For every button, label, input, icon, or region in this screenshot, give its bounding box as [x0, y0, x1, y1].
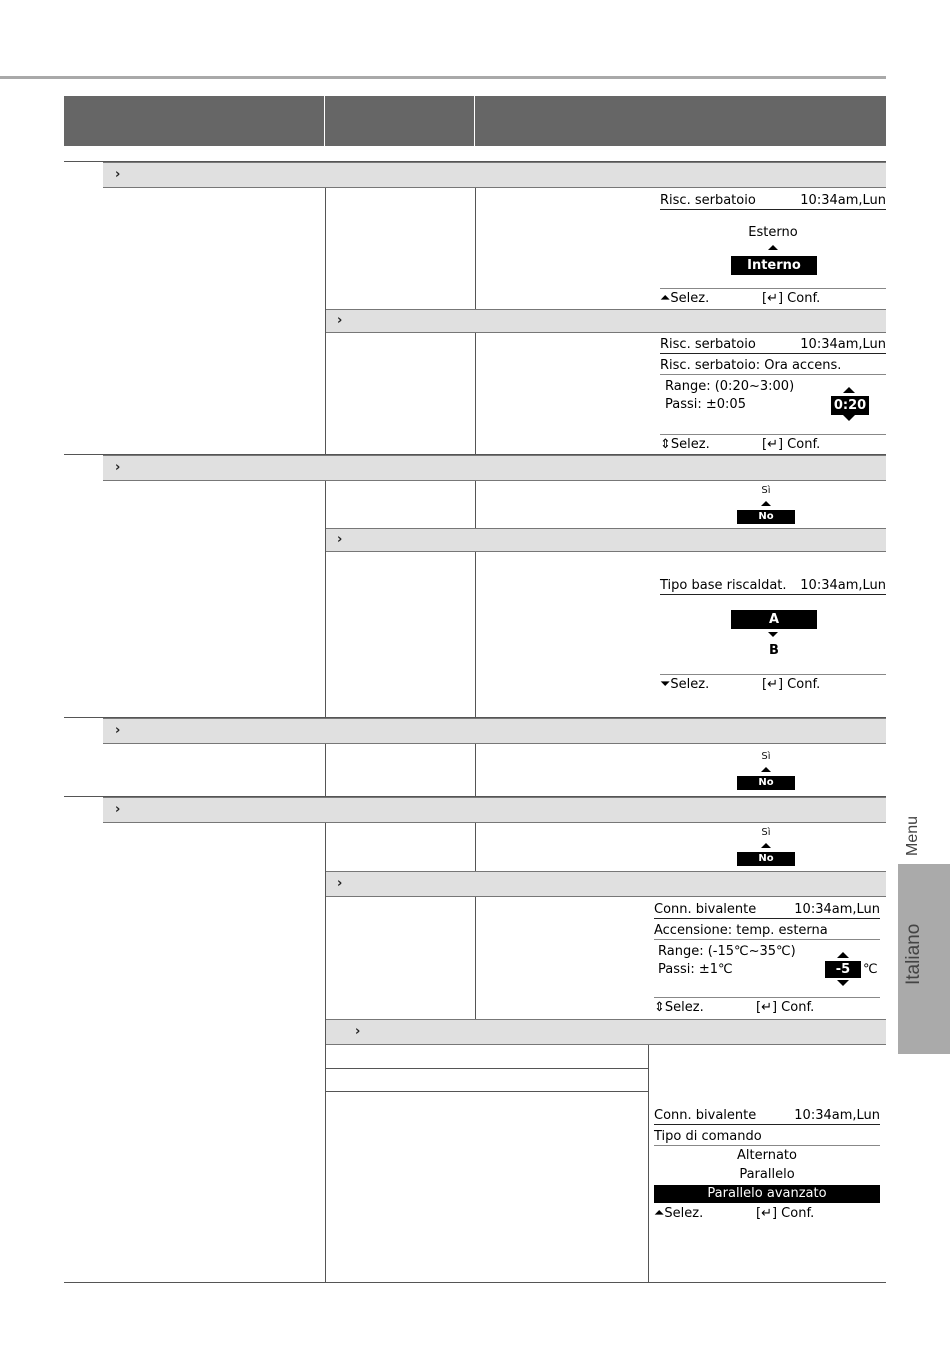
arrow-down-icon[interactable] [837, 980, 849, 986]
lcd-footer [654, 1204, 880, 1222]
lcd-header [660, 337, 886, 354]
option-parallelo[interactable]: Parallelo [739, 1167, 795, 1182]
arrow-down-icon [768, 632, 778, 637]
category-band [103, 718, 886, 744]
column-divider [475, 481, 476, 528]
arrow-down-icon[interactable] [843, 415, 855, 421]
step-text: Passi: ±1℃ [658, 962, 733, 977]
lcd-tank-heating-location [660, 193, 886, 309]
lcd-subtitle: Tipo di comando [654, 1129, 880, 1146]
row-rule [325, 1091, 648, 1092]
value-box[interactable]: -5 [825, 961, 861, 978]
select-hint: ⇕Selez. [660, 437, 710, 452]
sub-category-band [325, 871, 886, 897]
range-text: Range: (0:20~3:00) [665, 379, 795, 394]
range-text: Range: (-15℃~35℃) [658, 944, 796, 959]
lcd-subtitle: Accensione: temp. esterna [654, 923, 880, 940]
column-divider [325, 481, 326, 717]
mini-yes-no [736, 827, 796, 867]
chevron-right-icon: › [115, 167, 121, 182]
arrow-up-icon [761, 767, 771, 772]
arrow-up-icon [761, 843, 771, 848]
arrow-up-icon[interactable] [843, 387, 855, 393]
confirm-hint: [↵] Conf. [762, 437, 821, 452]
column-divider [325, 744, 326, 796]
sub-category-band [325, 1019, 886, 1045]
column-divider [475, 897, 476, 1019]
option-alternato[interactable]: Alternato [737, 1148, 797, 1163]
chevron-right-icon: › [337, 532, 343, 547]
lcd-title: Risc. serbatoio [660, 337, 756, 352]
lcd-tank-heating-on-time [660, 337, 886, 454]
column-divider [325, 188, 326, 454]
unit-text: ℃ [863, 962, 878, 977]
lcd-bivalent-control-type [654, 1108, 880, 1224]
lcd-footer [660, 288, 886, 307]
category-band [103, 797, 886, 823]
lcd-time: 10:34am,Lun [800, 578, 886, 593]
option-parallelo-avanzato-selected[interactable]: Parallelo avanzato [654, 1185, 880, 1203]
confirm-hint: [↵] Conf. [762, 291, 821, 306]
lcd-time: 10:34am,Lun [800, 337, 886, 352]
lcd-title: Conn. bivalente [654, 902, 757, 917]
option-no-selected[interactable]: No [737, 510, 795, 524]
top-rule [0, 76, 886, 79]
lcd-time: 10:34am,Lun [800, 193, 886, 208]
mini-yes-no [736, 751, 796, 791]
lcd-title: Risc. serbatoio [660, 193, 756, 208]
lcd-floor-heating-type [660, 578, 886, 696]
lcd-time: 10:34am,Lun [794, 1108, 880, 1123]
lcd-footer [660, 674, 886, 693]
column-divider [475, 333, 476, 454]
option-yes[interactable]: Sì [761, 751, 771, 762]
option-b[interactable]: B [769, 643, 779, 658]
select-hint: ⏷Selez. [660, 677, 710, 692]
section-rule [64, 1282, 886, 1283]
option-yes[interactable]: Sì [761, 827, 771, 838]
lcd-footer [654, 997, 880, 1016]
select-hint: ⇕Selez. [654, 1000, 704, 1015]
row-rule [325, 1068, 648, 1069]
lcd-time: 10:34am,Lun [794, 902, 880, 917]
column-divider [648, 1045, 649, 1282]
lcd-footer [660, 434, 886, 453]
option-no-selected[interactable]: No [737, 852, 795, 866]
chevron-right-icon: › [115, 723, 121, 738]
category-band [103, 455, 886, 481]
option-a-selected[interactable]: A [731, 610, 817, 629]
column-divider [325, 823, 326, 1282]
arrow-up-icon [761, 501, 771, 506]
confirm-hint: [↵] Conf. [756, 1000, 815, 1015]
chevron-right-icon: › [337, 313, 343, 328]
mini-yes-no [736, 485, 796, 525]
option-no-selected[interactable]: No [737, 776, 795, 790]
confirm-hint: [↵] Conf. [756, 1206, 815, 1221]
select-hint: ⏶Selez. [654, 1206, 704, 1221]
lcd-title: Conn. bivalente [654, 1108, 757, 1123]
lcd-title: Tipo base riscaldat. [660, 578, 787, 593]
lcd-bivalent-outdoor-temp [654, 902, 880, 1018]
category-band [103, 162, 886, 188]
column-divider [475, 744, 476, 796]
lcd-header [654, 1108, 880, 1125]
column-divider [475, 823, 476, 871]
sub-category-band [325, 528, 886, 552]
table-header [64, 96, 886, 146]
value-box[interactable]: 0:20 [831, 396, 869, 415]
option-yes[interactable]: Sì [761, 485, 771, 496]
header-divider [324, 96, 325, 146]
chevron-right-icon: › [337, 876, 343, 891]
column-divider [475, 552, 476, 717]
arrow-up-icon[interactable] [837, 952, 849, 958]
chevron-right-icon: › [355, 1024, 361, 1039]
lcd-subtitle: Risc. serbatoio: Ora accens. [660, 358, 886, 375]
column-divider [475, 188, 476, 309]
lcd-header [660, 578, 886, 595]
option-interno-selected[interactable]: Interno [731, 256, 817, 275]
lcd-header [654, 902, 880, 919]
side-menu-label: Menu [904, 815, 921, 856]
header-divider [474, 96, 475, 146]
option-esterno[interactable]: Esterno [748, 225, 798, 240]
select-hint: ⏶Selez. [660, 291, 710, 306]
confirm-hint: [↵] Conf. [762, 677, 821, 692]
chevron-right-icon: › [115, 802, 121, 817]
chevron-right-icon: › [115, 460, 121, 475]
side-language-label: Italiano [903, 923, 924, 985]
sub-category-band [325, 309, 886, 333]
step-text: Passi: ±0:05 [665, 397, 746, 412]
arrow-up-icon [768, 245, 778, 250]
lcd-header [660, 193, 886, 210]
